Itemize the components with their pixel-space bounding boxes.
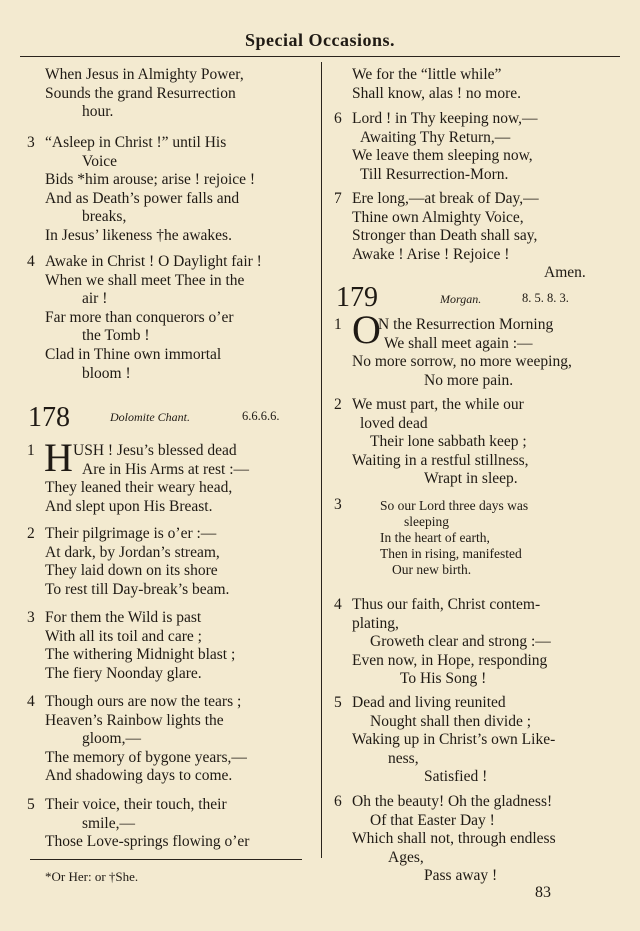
footnote: *Or Her: or †She.	[45, 869, 139, 884]
verse-number: 2	[27, 525, 35, 542]
verse-number: 5	[27, 796, 35, 813]
verse-line: Oh the beauty! Oh the gladness!	[352, 793, 553, 810]
verse-line: air !	[82, 290, 108, 308]
verse-line: And shadowing days to come.	[45, 767, 233, 785]
verse-number: 3	[27, 134, 35, 151]
drop-cap-letter: H	[44, 435, 73, 480]
verse-line: Thus our faith, Christ contem-	[352, 596, 541, 613]
verse-line: hour.	[82, 103, 114, 121]
verse-line: They leaned their weary head,	[45, 479, 233, 497]
header-rule	[20, 56, 620, 57]
verse-line: We must part, the while our	[352, 396, 524, 413]
verse-line: With all its toil and care ;	[45, 627, 202, 645]
verse-line: sleeping	[404, 514, 449, 529]
verse-line: USH ! Jesu’s blessed dead	[73, 442, 237, 459]
verse-line: bloom !	[82, 364, 131, 382]
verse-line: To rest till Day-break’s beam.	[45, 580, 230, 598]
verse-number: 4	[27, 253, 35, 270]
verse-line: In Jesus’ likeness †he awakes.	[45, 226, 232, 244]
hymn-179-verse-2	[352, 396, 529, 489]
verse-line: Awaiting Thy Return,—	[360, 128, 511, 146]
verse-line: We for the “little while”	[352, 66, 502, 83]
verse-number: 2	[334, 396, 342, 413]
verse-number: 4	[334, 596, 342, 613]
verse-line: Far more than conquerors o’er	[45, 308, 234, 326]
verse-line: No more pain.	[424, 371, 514, 389]
verse-line: Though ours are now the tears ;	[45, 693, 242, 710]
verse-number: 7	[334, 190, 342, 207]
right-top-lines	[352, 66, 521, 103]
verse-line: ness,	[388, 749, 419, 767]
verse-number: 5	[334, 694, 342, 711]
verse-line: The memory of bygone years,—	[45, 748, 247, 766]
verse-line: Bids *him arouse; arise ! rejoice !	[45, 171, 256, 189]
verse-line: Amen.	[544, 264, 586, 282]
verse-line: Satisfied !	[424, 768, 488, 786]
verse-line: plating,	[352, 614, 399, 632]
verse-number: 6	[334, 110, 342, 127]
verse-line: Dead and living reunited	[352, 694, 506, 711]
verse-line: Waking up in Christ’s own Like-	[352, 731, 556, 749]
hymn-178-verse-1	[45, 442, 249, 516]
verse-line: Lord ! in Thy keeping now,—	[352, 110, 538, 127]
verse-line: Clad in Thine own immortal	[45, 345, 222, 363]
verse-line: Their lone sabbath keep ;	[370, 433, 527, 451]
verse-line: Then in rising, manifested	[380, 546, 522, 561]
meter: 6.6.6.6.	[242, 409, 280, 423]
verse-line: Thine own Almighty Voice,	[352, 208, 524, 226]
hymn-178-verse-5	[45, 796, 249, 852]
page-number: 83	[535, 884, 551, 901]
verse-line: The fiery Noonday glare.	[45, 664, 202, 682]
verse-line: When we shall meet Thee in the	[45, 271, 245, 289]
hymn-178-verse-2	[45, 525, 229, 599]
verse-line: At dark, by Jordan’s stream,	[45, 543, 220, 561]
verse-number: 1	[27, 442, 35, 459]
verse-line: And as Death’s power falls and	[45, 189, 240, 207]
hymn-number: 178	[28, 402, 70, 433]
verse-line: Wrapt in sleep.	[424, 470, 518, 488]
footnote-rule	[30, 859, 302, 860]
verse-line: For them the Wild is past	[45, 609, 202, 626]
verse-line: N the Resurrection Morning	[378, 316, 554, 333]
verse-line: Their pilgrimage is o’er :—	[45, 525, 217, 542]
verse-line: Heaven’s Rainbow lights the	[45, 711, 224, 729]
verse-line: Our new birth.	[392, 562, 472, 577]
verse-line: Till Resurrection-Morn.	[360, 165, 509, 183]
verse-line: smile,—	[82, 814, 135, 832]
hymn-179-verse-3	[380, 498, 528, 578]
page-header-title: Special Occasions.	[244, 30, 395, 50]
verse-line: So our Lord three days was	[380, 498, 529, 513]
verse-line: Shall know, alas ! no more.	[352, 84, 522, 102]
verse-number: 3	[334, 496, 342, 513]
verse-line: Groweth clear and strong :—	[370, 633, 551, 651]
verse-line: To His Song !	[400, 670, 487, 688]
verse-line: Stronger than Death shall say,	[352, 227, 538, 245]
verse-line: In the heart of earth,	[380, 530, 490, 545]
verse-line: “Asleep in Christ !” until His	[45, 134, 227, 151]
column-divider	[321, 62, 322, 858]
verse-line: Awake in Christ ! O Daylight fair !	[45, 253, 262, 270]
verse-line: We shall meet again :—	[384, 334, 533, 352]
tune-name: Dolomite Chant.	[110, 410, 190, 424]
verse-line: gloom,—	[82, 730, 141, 748]
verse-line: breaks,	[82, 208, 127, 226]
hymn-number: 179	[336, 282, 378, 313]
drop-cap-letter: O	[352, 307, 381, 352]
verse-line: Waiting in a restful stillness,	[352, 451, 529, 469]
verse-line: Nought shall then divide ;	[370, 712, 532, 730]
verse-line: Sounds the grand Resurrection	[45, 84, 236, 102]
left-top-lines	[45, 66, 244, 122]
verse-line: The withering Midnight blast ;	[45, 646, 236, 664]
verse-line: And slept upon His Breast.	[45, 497, 213, 515]
verse-line: Even now, in Hope, responding	[352, 651, 548, 669]
verse-number: 6	[334, 793, 342, 810]
verse-line: loved dead	[360, 414, 428, 432]
verse-line: When Jesus in Almighty Power,	[45, 66, 244, 83]
verse-line: We leave them sleeping now,	[352, 147, 533, 165]
left-verse-4	[45, 253, 262, 383]
verse-line: Awake ! Arise ! Rejoice !	[352, 245, 510, 263]
hymn-178-verse-3	[45, 609, 235, 683]
verse-line: No more sorrow, no more weeping,	[352, 353, 572, 371]
hymn-179-verse-1	[352, 316, 572, 390]
verse-line: Ere long,—at break of Day,—	[352, 190, 539, 207]
hymn-179-verse-6	[352, 793, 556, 886]
verse-number: 3	[27, 609, 35, 626]
hymn-179-verse-5	[352, 694, 555, 787]
verse-line: Are in His Arms at rest :—	[82, 460, 250, 478]
verse-line: Ages,	[388, 848, 424, 866]
verse-line: the Tomb !	[82, 327, 150, 345]
verse-line: Their voice, their touch, their	[45, 796, 227, 813]
verse-line: Which shall not, through endless	[352, 830, 556, 848]
hymn-179-verse-4	[352, 596, 551, 689]
meter: 8. 5. 8. 3.	[522, 291, 569, 305]
right-verse-6	[352, 110, 538, 184]
hymn-178-verse-4	[45, 693, 247, 786]
verse-line: Pass away !	[424, 867, 498, 885]
verse-line: Those Love-springs flowing o’er	[45, 833, 250, 851]
verse-line: Of that Easter Day !	[370, 811, 495, 829]
verse-number: 4	[27, 693, 35, 710]
verse-number: 1	[334, 316, 342, 333]
verse-line: Voice	[82, 152, 118, 170]
left-verse-3	[45, 134, 255, 246]
tune-name: Morgan.	[440, 292, 482, 306]
right-verse-7	[352, 190, 586, 283]
verse-line: They laid down on its shore	[45, 562, 218, 580]
